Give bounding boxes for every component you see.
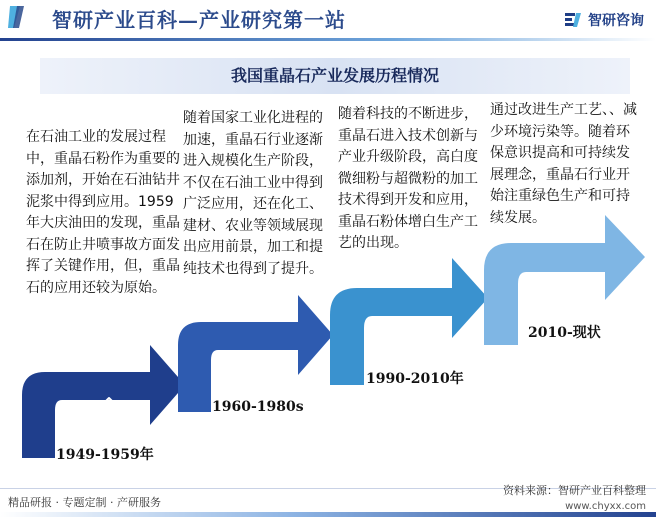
graduation-cap-icon	[546, 276, 576, 302]
brand-name: 智研咨询	[588, 13, 644, 29]
stage-3-period: 1990-2010年	[366, 371, 464, 387]
stage-3-description: 随着科技的不断进步，重晶石进入技术创新与产业升级阶段，高白度微细粉与超微粉的加工技术得到开发和应用，重晶石粉体增白生产工艺的出现。	[338, 106, 478, 251]
pencil-icon	[90, 394, 118, 422]
stage-1-period: 1949-1959年	[56, 447, 154, 463]
paperclip-icon	[242, 347, 268, 375]
footer-source: 资料来源：智研产业百科整理	[503, 484, 646, 497]
stage-4-description: 通过改进生产工艺、、减少环境污染等。随着环保意识提高和可持续发展理念，重晶石行业开始注重绿色生产和可持续发展。	[490, 102, 637, 226]
stage-4-period: 2010-现状	[528, 325, 601, 341]
footer-url[interactable]: www.chyxx.com	[565, 501, 646, 512]
diagram-title: 我国重晶石产业发展历程情况	[230, 66, 439, 85]
stage-2-description: 随着国家工业化进程的加速，重晶石行业逐渐进入规模化生产阶段，不仅在石油工业中得到广泛应用，还在化工、建材、农业等领域展现出应用前景，加工和提纯技术也得到了提升。	[183, 110, 323, 277]
site-title: 智研产业百科—产业研究第一站	[52, 8, 346, 32]
stage-1-description: 在石油工业的发展过程中，重晶石粉作为重要的添加剂，开始在石油钻井泥浆中得到应用。1959年大庆油田的发现，重晶石在防止井喷事故方面发挥了关键作用，但，重晶石的应用还较为原始。	[26, 129, 180, 296]
stage-2-period: 1960-1980s	[212, 399, 304, 415]
footer-accent-bar	[0, 512, 656, 517]
lightbulb-icon	[397, 316, 419, 346]
footer-services: 精品研报 · 专题定制 · 产研服务	[8, 496, 161, 509]
